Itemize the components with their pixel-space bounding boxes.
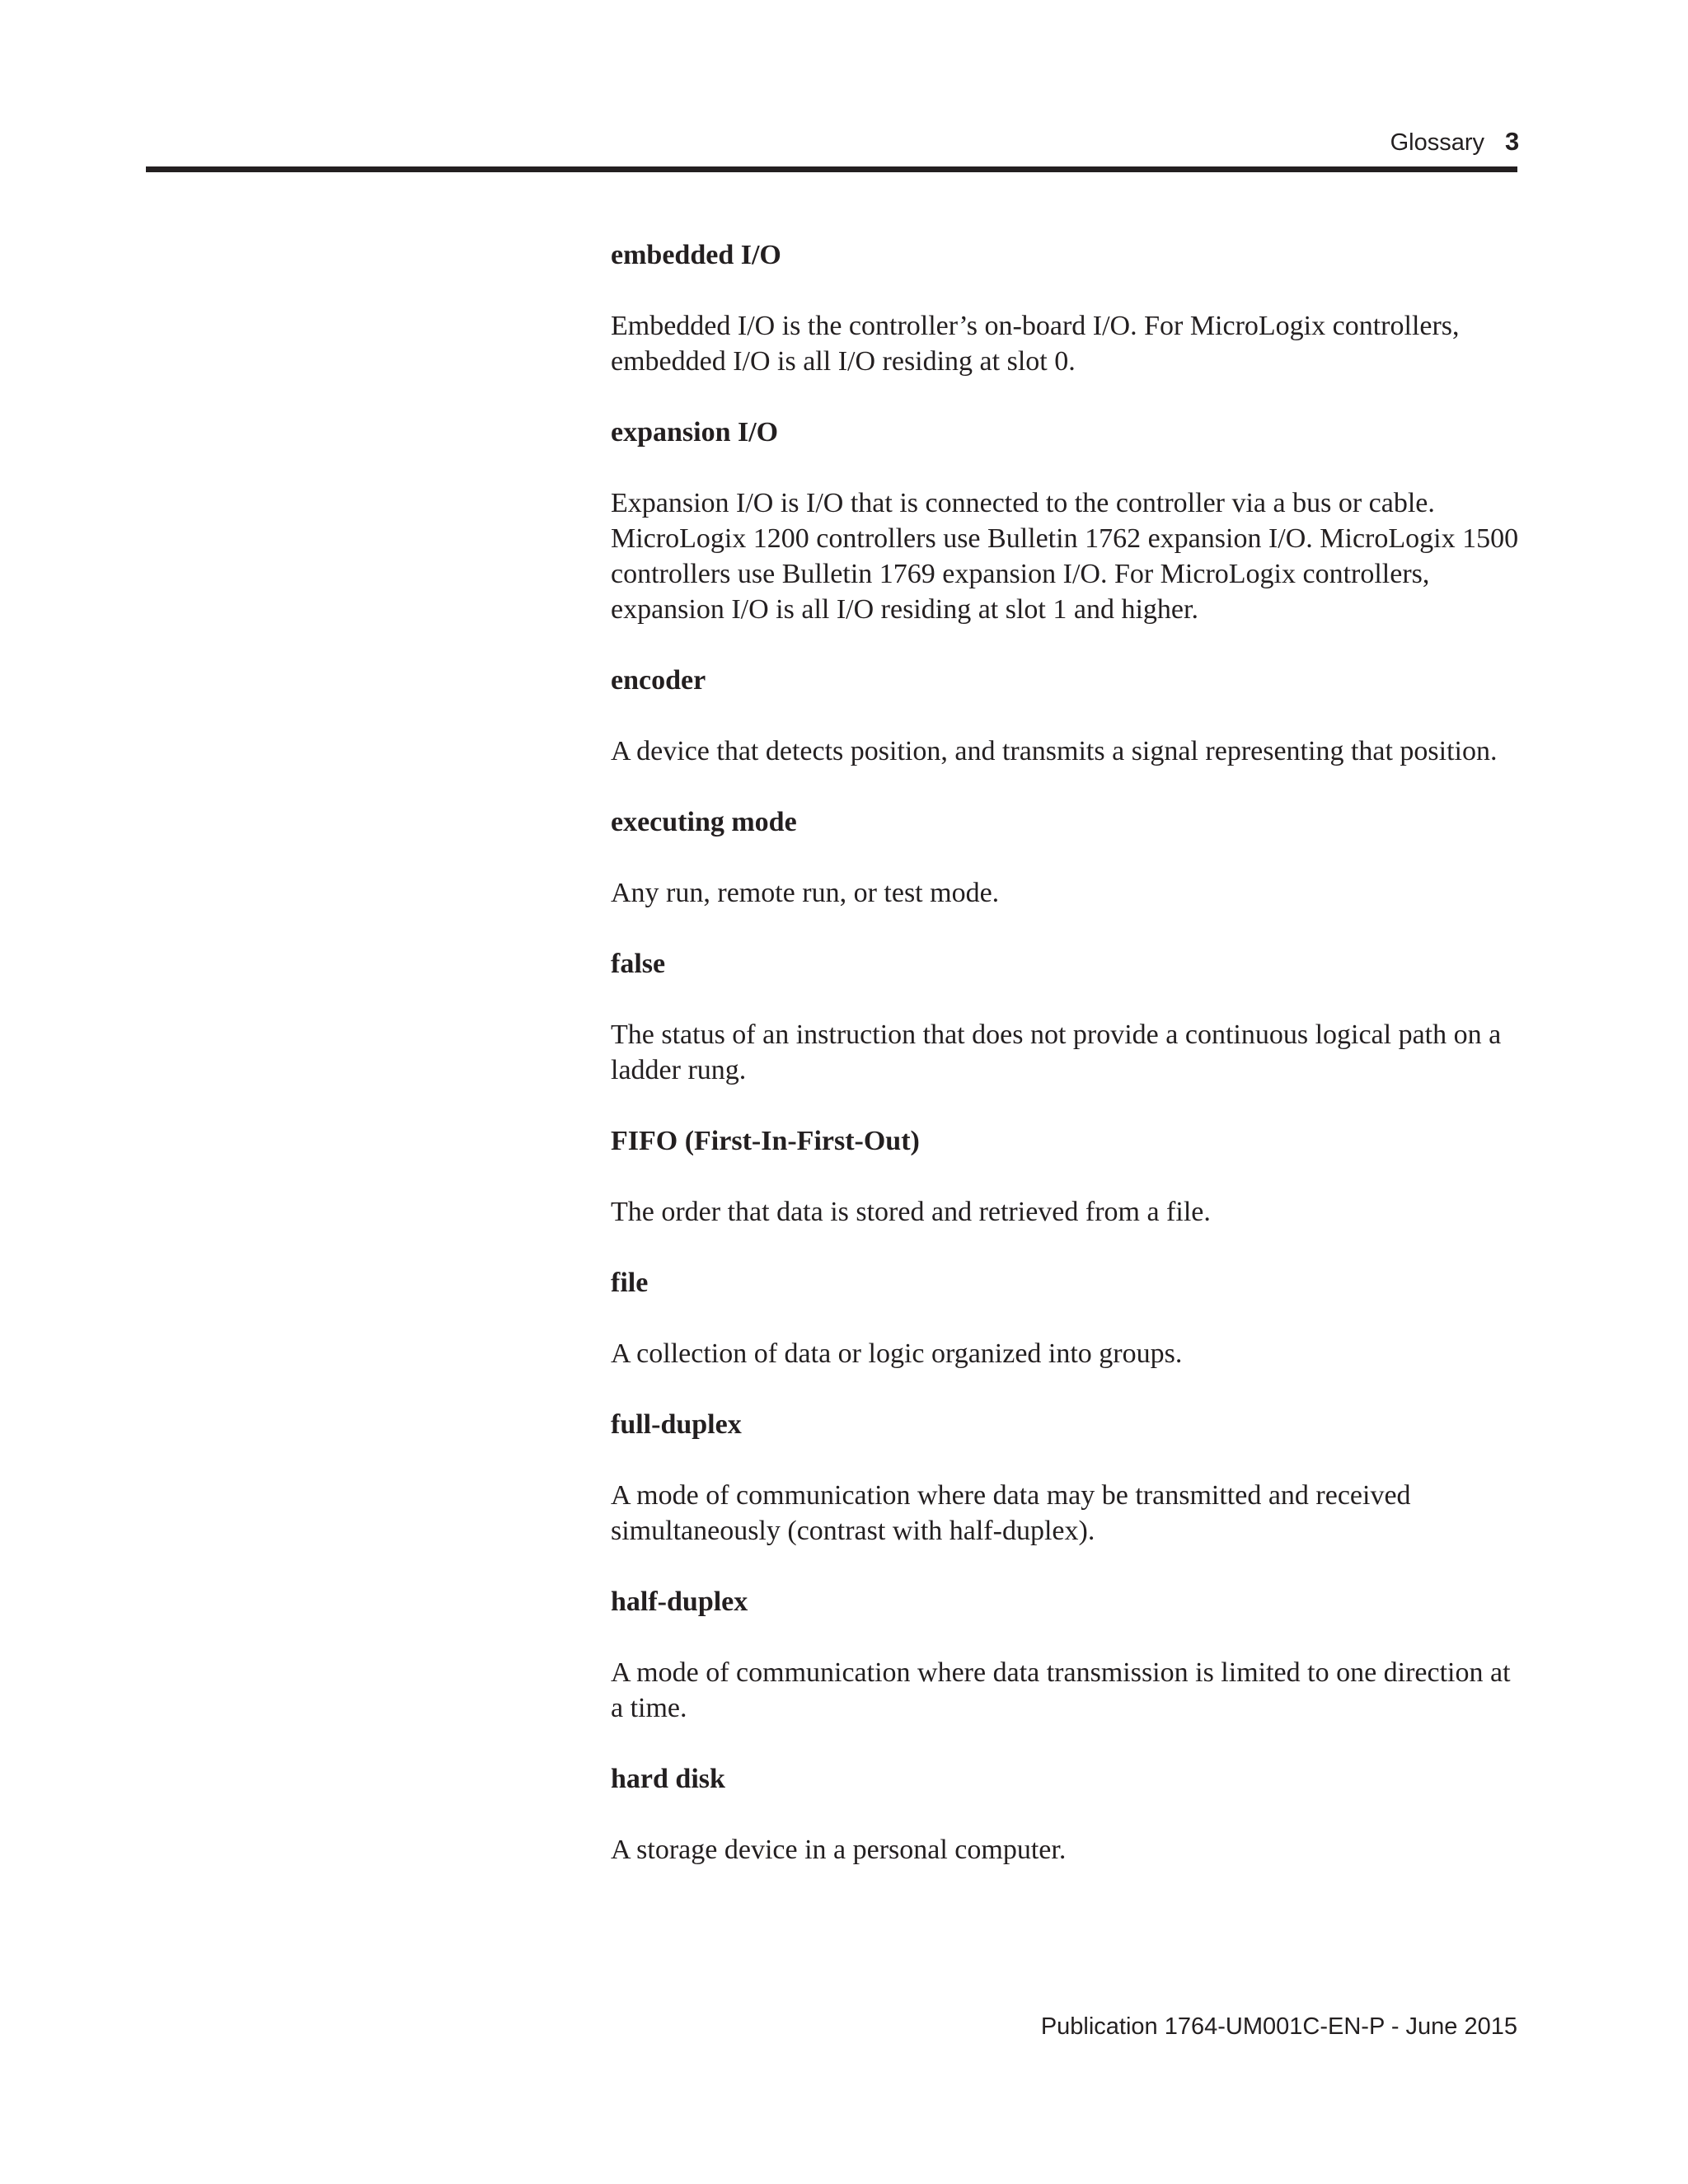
- glossary-term: file: [611, 1268, 649, 1298]
- glossary-entry: [611, 415, 1522, 627]
- publication-footer: Publication 1764-UM001C-EN-P - June 2015: [1040, 2013, 1517, 2040]
- glossary-entry: [611, 663, 1522, 769]
- glossary-term: expansion I/O: [611, 417, 779, 448]
- glossary-term: FIFO (First-In-First-Out): [611, 1126, 920, 1156]
- glossary-entry: [611, 1407, 1522, 1549]
- glossary-entry: [611, 804, 1522, 911]
- glossary-definition: The order that data is stored and retrieved from a file.: [611, 1197, 1211, 1227]
- glossary-definition: A mode of communication where data may be transmitted and received simultaneously (contrast with half-duplex).: [611, 1480, 1411, 1546]
- glossary-term: encoder: [611, 665, 706, 696]
- header-page-number: 3: [1505, 127, 1520, 156]
- glossary-term: full-duplex: [611, 1409, 742, 1440]
- header-section-title: Glossary: [1390, 129, 1484, 156]
- glossary-definition: Any run, remote run, or test mode.: [611, 878, 1000, 908]
- header-rule: [146, 166, 1517, 172]
- glossary-definition: A device that detects position, and transmits a signal representing that position.: [611, 736, 1498, 766]
- glossary-definition: Expansion I/O is I/O that is connected to the controller via a bus or cable. MicroLogix 1200 controllers use Bulletin 1762 expansion I/O. MicroLogix 1500 controllers use Bulletin 1769 expansion I/O. For MicroLogix controllers, expansion I/O is all I/O residing at slot 1 and higher.: [611, 488, 1519, 625]
- glossary-definition: A collection of data or logic organized into groups.: [611, 1338, 1183, 1369]
- page-header: [0, 0, 1688, 181]
- glossary-term: executing mode: [611, 807, 797, 837]
- glossary-term: false: [611, 949, 666, 979]
- glossary-entry: [611, 1584, 1522, 1726]
- glossary-entry: [611, 1123, 1522, 1230]
- glossary-entry: [611, 1761, 1522, 1868]
- glossary-entry: [611, 946, 1522, 1088]
- glossary-list: [611, 237, 1522, 1903]
- glossary-definition: Embedded I/O is the controller’s on-board I/O. For MicroLogix controllers, embedded I/O is all I/O residing at slot 0.: [611, 311, 1460, 377]
- glossary-term: embedded I/O: [611, 240, 781, 270]
- glossary-definition: A storage device in a personal computer.: [611, 1835, 1067, 1865]
- glossary-entry: [611, 1265, 1522, 1371]
- glossary-definition: The status of an instruction that does not provide a continuous logical path on a ladder rung.: [611, 1019, 1502, 1085]
- glossary-entry: [611, 237, 1522, 379]
- glossary-term: half-duplex: [611, 1586, 748, 1617]
- glossary-term: hard disk: [611, 1764, 725, 1794]
- glossary-definition: A mode of communication where data transmission is limited to one direction at a time.: [611, 1657, 1511, 1723]
